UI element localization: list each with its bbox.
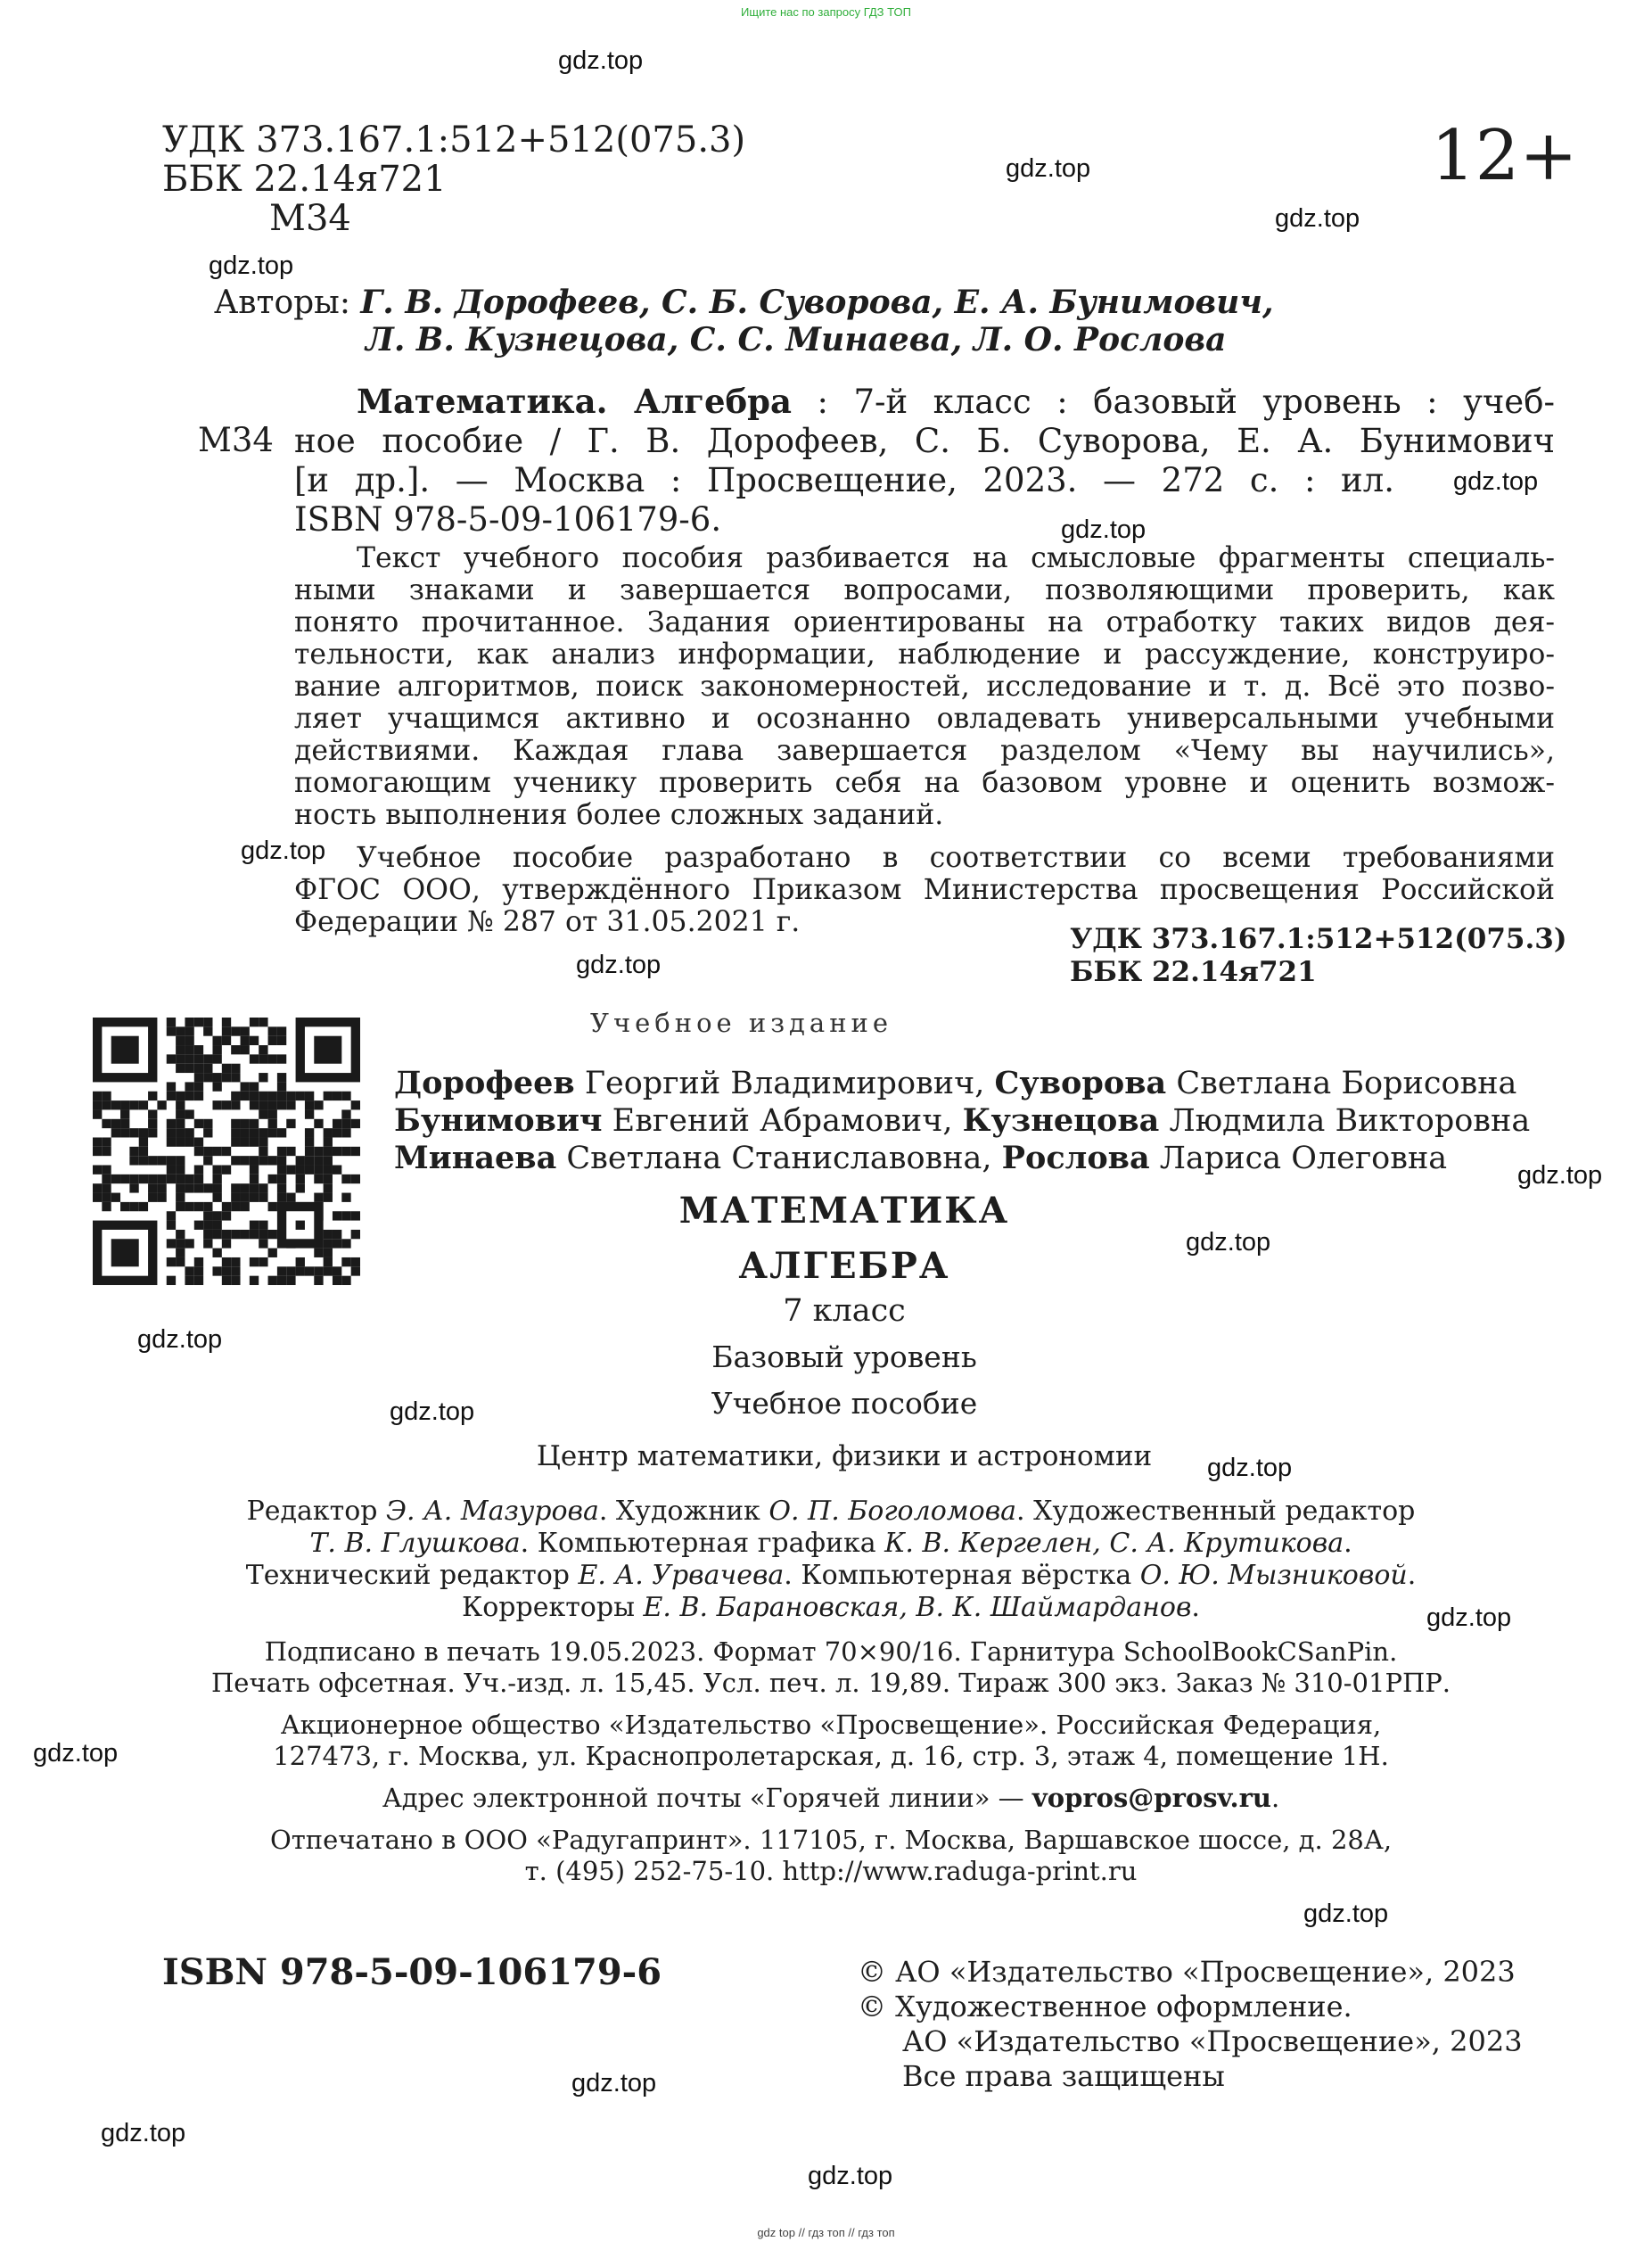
copyright-line: Все права защищены	[902, 2059, 1225, 2093]
watermark[interactable]: gdz.top	[571, 2069, 657, 2098]
watermark[interactable]: gdz.top	[576, 951, 662, 979]
copyright-block	[858, 1955, 1523, 2094]
names-row: Дорофеев Георгий Владимирович, Суворова Светлана Борисовна	[394, 1065, 1517, 1101]
print-line: Печать офсетная. Уч.-изд. л. 15,45. Усл. печ. л. 19,89. Тираж 300 экз. Заказ № 310-01РПР.	[211, 1668, 1451, 1698]
book-level: Базовый уровень	[711, 1339, 977, 1374]
age-rating: 12+	[1431, 116, 1578, 196]
watermark[interactable]: gdz.top	[241, 837, 326, 865]
copyright-line: © АО «Издательство «Просвещение», 2023	[858, 1955, 1516, 1989]
watermark[interactable]: gdz.top	[101, 2119, 186, 2147]
print-line: Отпечатано в ООО «Радугапринт». 117105, г. Москва, Варшавское шоссе, д. 28А,	[269, 1825, 1393, 1855]
fgos-line: Учебное пособие разработано в соответствии со всеми требованиями	[357, 842, 1555, 874]
staff-credits	[143, 1496, 1519, 1624]
author-full-names	[394, 1065, 1530, 1177]
authors-label: Авторы:	[214, 284, 350, 321]
udk-right-block	[1070, 923, 1567, 989]
annotation-line: действиями. Каждая глава завершается разделом «Чему вы научились»,	[294, 735, 1555, 767]
biblio-line-2: ное пособие / Г. В. Дорофеев, С. Б. Суворова, Е. А. Бунимович	[294, 422, 1555, 460]
authors-line-2	[366, 321, 1226, 359]
annotation-line: вание алгоритмов, поиск закономерностей, исследование и т. д. Всё это позво-	[294, 671, 1555, 703]
print-line: Адрес электронной почты «Горячей линии» — vopros@prosv.ru.	[382, 1783, 1280, 1813]
author-mark: М34	[269, 198, 351, 239]
print-line: Акционерное общество «Издательство «Просвещение». Российская Федерация,	[280, 1710, 1382, 1740]
biblio-line-4: ISBN 978-5-09-106179-6.	[294, 500, 722, 539]
staff-line: Редактор Э. А. Мазурова. Художник О. П. Боголомова. Художественный редактор	[246, 1496, 1416, 1527]
annotation-line: тельности, как анализ информации, наблюдение и рассуждение, конструиро-	[294, 639, 1555, 671]
annotation-line: ляет учащимся активно и осознанно овладевать универсальными учебными	[294, 703, 1555, 735]
watermark[interactable]: gdz.top	[1453, 467, 1539, 496]
watermark[interactable]: gdz.top	[1061, 515, 1147, 544]
annotation-line: Текст учебного пособия разбивается на смысловые фрагменты специаль-	[357, 542, 1555, 574]
biblio-line-1: Математика. Алгебра : 7-й класс : базовый уровень : учеб-	[357, 382, 1555, 421]
udk-code: УДК 373.167.1:512+512(075.3)	[162, 120, 746, 161]
annotation-line: ность выполнения более сложных заданий.	[294, 799, 944, 831]
watermark[interactable]: gdz.top	[137, 1325, 223, 1354]
staff-line: Корректоры Е. В. Барановская, В. К. Шаймарданов.	[462, 1592, 1200, 1623]
book-type: Учебное пособие	[711, 1386, 978, 1421]
book-grade: 7 класс	[783, 1293, 906, 1329]
annotation-line: понято прочитанное. Задания ориентированы на отработку таких видов дея-	[294, 606, 1555, 639]
watermark[interactable]: gdz.top	[1186, 1228, 1271, 1257]
fgos-line: ФГОС ООО, утверждённого Приказом Министерства просвещения Российской	[294, 874, 1555, 906]
bbk-code: ББК 22.14я721	[162, 159, 447, 200]
udk-block	[162, 120, 745, 238]
annotation	[294, 542, 1555, 831]
print-line: Подписано в печать 19.05.2023. Формат 70×90/16. Гарнитура SchoolBookCSanPin.	[264, 1636, 1398, 1667]
watermark[interactable]: gdz.top	[1517, 1161, 1603, 1190]
udk-right: УДК 373.167.1:512+512(075.3)	[1070, 923, 1567, 955]
names-row: Минаева Светлана Станиславовна, Рослова Лариса Олеговна	[394, 1140, 1448, 1176]
copyright-line: АО «Издательство «Просвещение», 2023	[902, 2024, 1523, 2058]
print-line: 127473, г. Москва, ул. Краснопролетарская, д. 16, стр. 3, этаж 4, помещение 1Н.	[273, 1741, 1389, 1771]
edition-type: Учебное издание	[589, 1008, 893, 1038]
top-banner[interactable]: Ищите нас по запросу ГДЗ ТОП	[741, 5, 911, 19]
watermark[interactable]: gdz.top	[209, 251, 294, 280]
biblio-line-3: [и др.]. — Москва : Просвещение, 2023. — 272 с. : ил.	[294, 461, 1394, 499]
authors-names-1: Г. В. Дорофеев, С. Б. Суворова, Е. А. Бунимович,	[360, 284, 1274, 321]
print-info	[143, 1636, 1519, 1887]
watermark[interactable]: gdz.top	[1426, 1603, 1512, 1632]
biblio-title: Математика. Алгебра	[357, 382, 793, 421]
copyright-line: © Художественное оформление.	[858, 1990, 1352, 2023]
biblio-code: М34	[198, 421, 274, 459]
bottom-banner[interactable]: gdz top // гдз топ // гдз топ	[757, 2226, 895, 2239]
print-line: т. (495) 252-75-10. http://www.raduga-print.ru	[524, 1856, 1138, 1886]
fgos-line: Федерации № 287 от 31.05.2021 г.	[294, 906, 801, 938]
authors-names-2: Л. В. Кузнецова, С. С. Минаева, Л. О. Рослова	[366, 321, 1227, 359]
watermark[interactable]: gdz.top	[558, 46, 644, 75]
book-title-2: АЛГЕБРА	[738, 1245, 950, 1287]
hotline-email[interactable]: vopros@prosv.ru	[1031, 1783, 1271, 1813]
annotation-line: помогающим ученику проверить себя на базовом уровне и оценить возмож-	[294, 767, 1555, 799]
annotation-line: ными знаками и завершается вопросами, позволяющими проверить, как	[294, 574, 1555, 606]
staff-line: Технический редактор Е. А. Урвачева. Компьютерная вёрстка О. Ю. Мызниковой.	[245, 1560, 1417, 1591]
watermark[interactable]: gdz.top	[33, 1739, 119, 1768]
watermark[interactable]: gdz.top	[1207, 1454, 1293, 1482]
book-title-1: МАТЕМАТИКА	[678, 1190, 1010, 1232]
staff-line: Т. В. Глушкова. Компьютерная графика К. В. Кергелен, С. А. Крутикова.	[309, 1528, 1352, 1559]
watermark[interactable]: gdz.top	[1303, 1900, 1389, 1928]
bbk-right: ББК 22.14я721	[1070, 956, 1317, 988]
watermark[interactable]: gdz.top	[1275, 204, 1360, 233]
biblio-record	[294, 382, 1555, 540]
watermark[interactable]: gdz.top	[1006, 154, 1091, 183]
watermark[interactable]: gdz.top	[808, 2162, 893, 2190]
authors-line-1	[214, 284, 1274, 322]
book-center: Центр математики, физики и астрономии	[536, 1440, 1153, 1472]
names-row: Бунимович Евгений Абрамович, Кузнецова Людмила Викторовна	[394, 1102, 1531, 1139]
isbn: ISBN 978-5-09-106179-6	[162, 1951, 662, 1993]
watermark[interactable]: gdz.top	[390, 1397, 475, 1426]
